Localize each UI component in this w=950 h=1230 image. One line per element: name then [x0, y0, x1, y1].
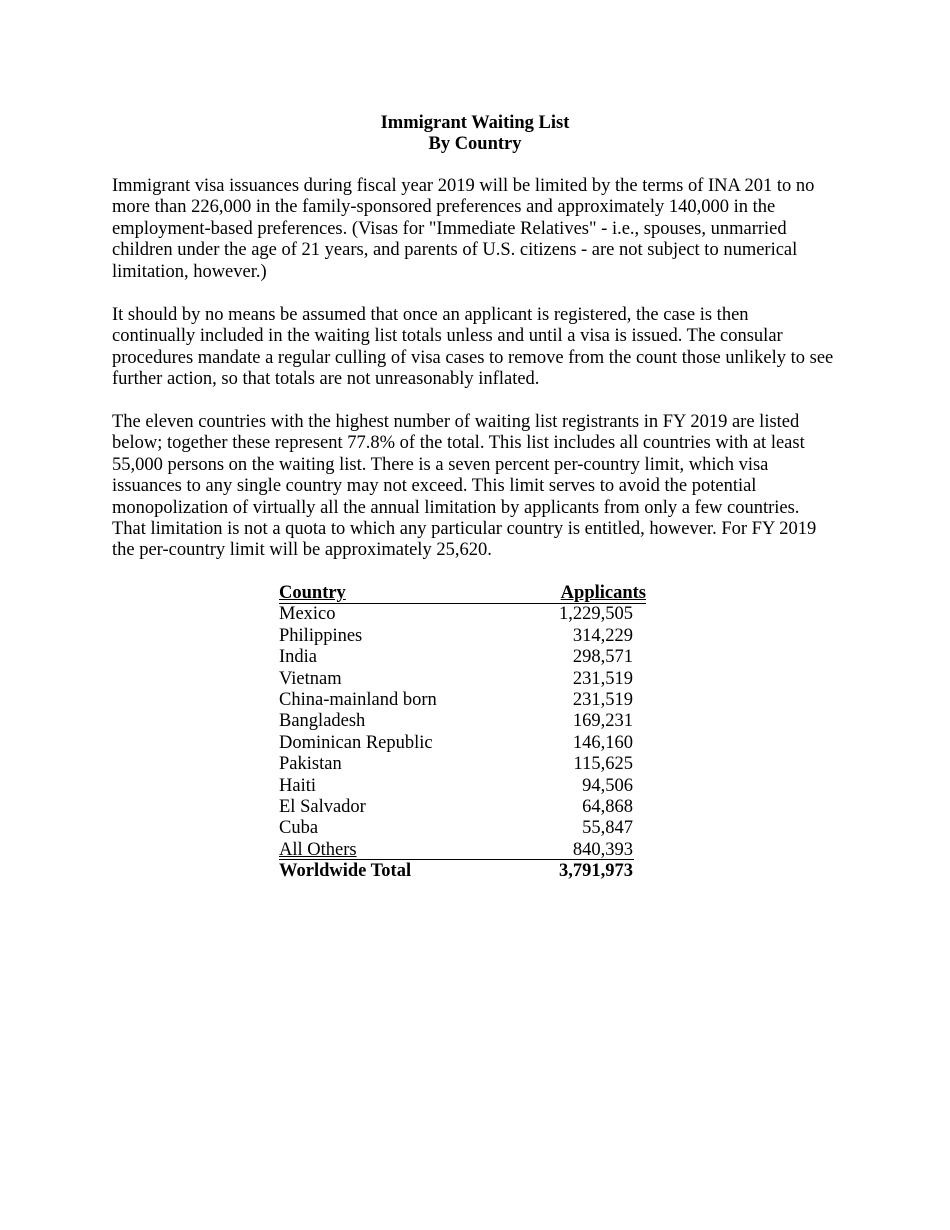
applicants-cell: 298,571: [572, 647, 633, 668]
paragraph-line: further action, so that totals are not unreasonably inflated.: [112, 369, 540, 390]
applicants-cell: 64,868: [582, 796, 633, 817]
applicants-cell: 169,231: [572, 711, 633, 732]
table-row: [279, 604, 646, 625]
table-header-row: [279, 583, 646, 604]
table-row: [279, 797, 646, 818]
table-row: [279, 626, 646, 647]
paragraph-line: issuances to any single country may not exceed. This limit serves to avoid the potential: [112, 476, 757, 497]
country-cell: Vietnam: [279, 668, 342, 689]
country-cell: China-mainland born: [279, 689, 437, 710]
paragraph-line: limitation, however.): [112, 261, 267, 282]
paragraph-line: monopolization of virtually all the annual limitation by applicants from only a few countries.: [112, 497, 800, 518]
applicants-cell: 840,393: [572, 839, 633, 860]
total-value: 3,791,973: [559, 861, 633, 882]
table-row-total: [279, 861, 646, 882]
table-row: [279, 711, 646, 732]
paragraph-line: 55,000 persons on the waiting list. There is a seven percent per-country limit, which visa: [112, 454, 769, 475]
country-cell: Pakistan: [279, 754, 342, 775]
paragraph-line: It should by no means be assumed that once an applicant is registered, the case is then: [112, 305, 749, 325]
country-cell: El Salvador: [279, 796, 366, 817]
country-cell: India: [279, 647, 318, 668]
applicants-cell: 314,229: [572, 625, 633, 646]
document-title: Immigrant Waiting List: [380, 113, 570, 133]
paragraph-per-country-limit: [112, 412, 852, 562]
table-row: [279, 669, 646, 690]
applicants-cell: 146,160: [572, 732, 633, 753]
column-header-applicants: Applicants: [560, 583, 646, 603]
paragraph-visa-limits: [112, 176, 852, 283]
paragraph-line: children under the age of 21 years, and parents of U.S. citizens - are not subject to numerical: [112, 240, 798, 261]
country-cell: Dominican Republic: [279, 732, 433, 753]
paragraph-line: That limitation is not a quota to which any particular country is entitled, however. For FY 2019: [112, 519, 817, 540]
country-cell: Haiti: [279, 775, 316, 796]
table-row-all-others: [279, 840, 646, 861]
waiting-list-table: [279, 583, 646, 882]
applicants-cell: 115,625: [573, 754, 633, 775]
table-row: [279, 776, 646, 797]
paragraph-line: employment-based preferences. (Visas for "Immediate Relatives" - i.e., spouses, unmarried: [112, 218, 787, 239]
applicants-cell: 1,229,505: [559, 604, 633, 625]
country-cell: Bangladesh: [279, 711, 366, 732]
column-header-country: Country: [279, 583, 346, 603]
paragraph-line: the per-country limit will be approximately 25,620.: [112, 540, 492, 561]
country-cell: Mexico: [279, 604, 336, 625]
paragraph-line: The eleven countries with the highest number of waiting list registrants in FY 2019 are listed: [112, 412, 800, 432]
country-cell: All Others: [279, 839, 357, 860]
paragraph-line: Immigrant visa issuances during fiscal year 2019 will be limited by the terms of INA 201 to no: [112, 176, 815, 196]
table-row: [279, 733, 646, 754]
total-label: Worldwide Total: [279, 861, 412, 882]
paragraph-registration: [112, 305, 852, 391]
applicants-cell: 94,506: [582, 775, 633, 796]
country-cell: Philippines: [279, 625, 363, 646]
applicants-cell: 55,847: [582, 818, 633, 839]
table-row: [279, 818, 646, 839]
table-row: [279, 647, 646, 668]
applicants-cell: 231,519: [572, 689, 633, 710]
table-row: [279, 690, 646, 711]
total-rule: [279, 859, 634, 860]
paragraph-line: more than 226,000 in the family-sponsored preferences and approximately 140,000 in the: [112, 197, 776, 218]
header-rule: [279, 603, 646, 604]
paragraph-line: procedures mandate a regular culling of visa cases to remove from the count those unlikely to see: [112, 347, 834, 368]
applicants-cell: 231,519: [572, 668, 633, 689]
country-cell: Cuba: [279, 818, 319, 839]
paragraph-line: below; together these represent 77.8% of the total. This list includes all countries with at least: [112, 433, 805, 454]
table-row: [279, 754, 646, 775]
paragraph-line: continually included in the waiting list totals unless and until a visa is issued. The consular: [112, 326, 783, 347]
document-subtitle: By Country: [428, 134, 522, 154]
